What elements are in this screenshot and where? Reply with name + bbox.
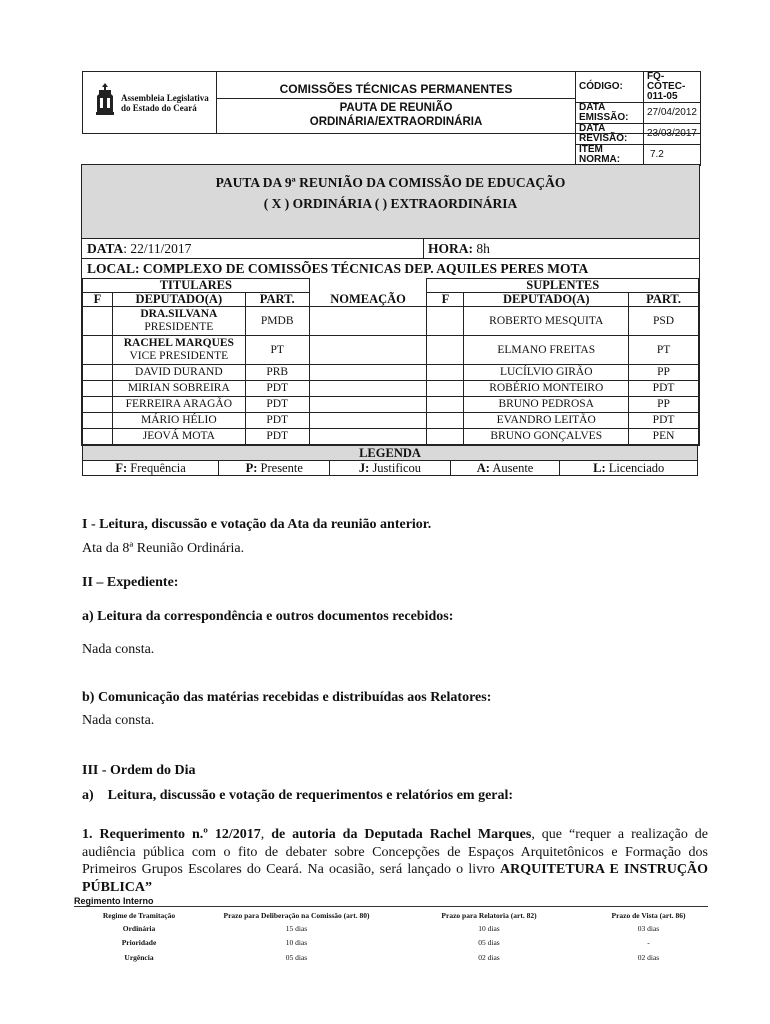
req-number: 1. Requerimento n.º 12/2017 xyxy=(82,827,261,842)
regimento-cell: 03 dias xyxy=(637,923,660,933)
suplente-deputado-header: DEPUTADO(A) xyxy=(464,293,629,307)
titular-name-cell xyxy=(112,381,245,397)
titular-name: MIRIAN SOBREIRA xyxy=(127,382,230,394)
suplente-party: PT xyxy=(629,336,699,365)
revisao-label: DATA REVISÃO: xyxy=(576,124,644,145)
suplente-frequency-cell xyxy=(427,413,464,429)
regimento-cell: Prioridade xyxy=(121,938,157,948)
suplente-name: ROBÉRIO MONTEIRO xyxy=(464,381,629,397)
header-subtitle xyxy=(217,101,575,129)
suplente-name: ROBERTO MESQUITA xyxy=(464,307,629,336)
suplente-party: PP xyxy=(629,365,699,381)
section-3-title: III - Ordem do Dia xyxy=(82,763,196,778)
suplente-f-header: F xyxy=(427,293,464,307)
nomeacao-cell xyxy=(309,397,427,413)
logo-text-line-2: do Estado do Ceará xyxy=(121,103,197,113)
regimento-row xyxy=(74,936,708,951)
regimento-header-cell: Prazo de Vista (art. 86) xyxy=(611,910,686,920)
section-1-title: I - Leitura, discussão e votação da Ata da reunião anterior. xyxy=(82,517,432,532)
titular-party: PDT xyxy=(245,397,309,413)
time-label: HORA: xyxy=(428,241,473,256)
norma-label: ITEM NORMA: xyxy=(576,145,644,166)
emissao-label: DATA EMISSÃO: xyxy=(576,103,644,124)
suplente-frequency-cell xyxy=(427,397,464,413)
legend-label: Justificou xyxy=(369,461,422,475)
date-value: : 22/11/2017 xyxy=(123,241,192,256)
regimento-cell: 10 dias xyxy=(478,923,500,933)
member-row xyxy=(83,365,699,381)
titular-party: PDT xyxy=(245,381,309,397)
document-header xyxy=(82,71,701,165)
regimento-table xyxy=(74,909,708,965)
suplente-part-header: PART. xyxy=(629,293,699,307)
suplente-party: PDT xyxy=(629,413,699,429)
nomeacao-cell xyxy=(309,413,427,429)
suplentes-header: SUPLENTES xyxy=(427,279,699,293)
regimento-row xyxy=(74,950,708,965)
logo-text xyxy=(121,93,209,113)
header-title-cell xyxy=(217,72,576,133)
regimento-header-cell: Prazo para Relatoria (art. 82) xyxy=(441,910,537,920)
legend-key: J: xyxy=(358,461,370,475)
titular-name-cell xyxy=(112,413,245,429)
requerimento-paragraph xyxy=(82,826,708,896)
suplente-party: PDT xyxy=(629,381,699,397)
regimento-cell: 02 dias xyxy=(637,952,660,962)
member-row xyxy=(83,397,699,413)
legend-item xyxy=(330,461,450,476)
section-2a-title: a) Leitura da correspondência e outros documentos recebidos: xyxy=(82,609,454,624)
nomeacao-header: NOMEAÇÃO xyxy=(309,293,427,307)
section-2b-text: Nada consta. xyxy=(82,713,155,728)
regimento-cell: 02 dias xyxy=(478,952,500,962)
titular-role: VICE PRESIDENTE xyxy=(129,350,229,362)
section-2b-title: b) Comunicação das matérias recebidas e distribuídas aos Relatores: xyxy=(82,690,492,705)
titular-frequency-cell xyxy=(83,397,113,413)
date-time-row xyxy=(82,239,699,259)
titular-name: RACHEL MARQUES xyxy=(123,337,234,349)
codigo-value: FQ-COTEC-011-05 xyxy=(643,72,700,103)
legend-label: Ausente xyxy=(489,461,534,475)
regimento-divider xyxy=(74,906,708,907)
legend-key: P: xyxy=(245,461,258,475)
titular-party: PRB xyxy=(245,365,309,381)
req-book-title: ARQUITETURA E INSTRUÇÃO PÚBLICA” xyxy=(82,862,708,895)
regimento-header-cell: Prazo para Deliberação na Comissão (art. 80) xyxy=(223,910,370,920)
titular-name-cell xyxy=(112,365,245,381)
suplente-party: PSD xyxy=(629,307,699,336)
suplente-frequency-cell xyxy=(427,336,464,365)
section-2a-text: Nada consta. xyxy=(82,642,155,657)
meeting-table xyxy=(81,164,700,446)
assembly-emblem-icon xyxy=(95,82,115,116)
req-author: de autoria da Deputada Rachel Marques xyxy=(271,827,532,842)
emissao-value: 27/04/2012 xyxy=(643,103,700,124)
regimento-header-row xyxy=(74,909,708,921)
regimento-cell: Ordinária xyxy=(122,923,156,933)
titular-frequency-cell xyxy=(83,413,113,429)
suplente-frequency-cell xyxy=(427,381,464,397)
meeting-title-block xyxy=(82,165,699,239)
location: LOCAL: COMPLEXO DE COMISSÕES TÉCNICAS DEP. AQUILES PERES MOTA xyxy=(87,261,589,276)
titular-name-cell xyxy=(112,336,245,365)
titular-name-cell xyxy=(112,307,245,336)
legend-title: LEGENDA xyxy=(83,446,698,461)
suplente-name: BRUNO GONÇALVES xyxy=(464,429,629,445)
titular-name: MÁRIO HÉLIO xyxy=(140,414,217,426)
members-table xyxy=(82,278,699,445)
date-label: DATA xyxy=(87,241,124,256)
member-row xyxy=(83,381,699,397)
titulares-header: TITULARES xyxy=(83,279,310,293)
header-title: COMISSÕES TÉCNICAS PERMANENTES xyxy=(217,72,575,99)
logo-text-line-1: Assembleia Legislativa xyxy=(121,93,209,103)
legend-key: F: xyxy=(115,461,128,475)
regimento-body xyxy=(74,921,708,965)
regimento-label: Regimento Interno xyxy=(74,896,154,906)
legend-item xyxy=(450,461,560,476)
titular-name-cell xyxy=(112,397,245,413)
titular-frequency-cell xyxy=(83,381,113,397)
suplente-frequency-cell xyxy=(427,365,464,381)
regimento-cell: - xyxy=(647,938,650,948)
titular-party: PT xyxy=(245,336,309,365)
titular-name-cell xyxy=(112,429,245,445)
suplente-name: ELMANO FREITAS xyxy=(464,336,629,365)
req-text: , que “requer a realização de audiência pública com o fito de debater sobre Concepções de Espaços Arquitetônicos e Formação dos Primeiros Grupos Escolares do Ceará. Na ocasião, será lançado o livro xyxy=(82,827,708,877)
regimento-row xyxy=(74,921,708,936)
legend-label: Frequência xyxy=(127,461,186,475)
titular-frequency-cell xyxy=(83,429,113,445)
legend-label: Licenciado xyxy=(605,461,665,475)
regimento-cell: 10 dias xyxy=(285,938,308,948)
section-2-title: II – Expediente: xyxy=(82,575,179,590)
member-row xyxy=(83,307,699,336)
codigo-label: CÓDIGO: xyxy=(576,72,644,103)
titular-name: DRA.SILVANA xyxy=(140,308,218,320)
header-logo-cell xyxy=(83,72,217,133)
regimento-cell: 05 dias xyxy=(285,952,308,962)
time-cell xyxy=(423,239,490,258)
regimento-cell: 05 dias xyxy=(478,938,500,948)
legend-key: L: xyxy=(593,461,606,475)
meeting-type: ( X ) ORDINÁRIA ( ) EXTRAORDINÁRIA xyxy=(263,196,518,211)
nomeacao-cell xyxy=(309,429,427,445)
nomeacao-cell xyxy=(309,336,427,365)
nomeacao-cell xyxy=(309,307,427,336)
section-3a-title: a) Leitura, discussão e votação de requerimentos e relatórios em geral: xyxy=(82,788,514,803)
legend-key: A: xyxy=(476,461,490,475)
titular-role: PRESIDENTE xyxy=(144,321,214,333)
member-row xyxy=(83,413,699,429)
titular-frequency-cell xyxy=(83,365,113,381)
time-value: 8h xyxy=(473,241,490,256)
header-subtitle-line-2: ORDINÁRIA/EXTRAORDINÁRIA xyxy=(309,116,483,128)
suplente-frequency-cell xyxy=(427,429,464,445)
titular-name: FERREIRA ARAGÃO xyxy=(125,398,233,410)
regimento-header-cell: Regime de Tramitação xyxy=(102,910,176,920)
suplente-name: BRUNO PEDROSA xyxy=(464,397,629,413)
titular-frequency-cell xyxy=(83,336,113,365)
titular-f-header: F xyxy=(83,293,113,307)
revisao-value: 23/03/2017 xyxy=(643,124,700,145)
legend-item xyxy=(560,461,698,476)
suplente-party: PP xyxy=(629,397,699,413)
titular-name: JEOVÁ MOTA xyxy=(142,430,215,442)
legend-items xyxy=(83,461,698,476)
regimento-cell: 15 dias xyxy=(285,923,308,933)
titular-deputado-header: DEPUTADO(A) xyxy=(112,293,245,307)
titular-party: PDT xyxy=(245,429,309,445)
norma-value: 7.2 xyxy=(643,145,700,166)
titular-party: PMDB xyxy=(245,307,309,336)
header-subtitle-line-1: PAUTA DE REUNIÃO xyxy=(339,102,453,114)
titular-frequency-cell xyxy=(83,307,113,336)
suplente-frequency-cell xyxy=(427,307,464,336)
suplente-party: PEN xyxy=(629,429,699,445)
member-row xyxy=(83,336,699,365)
suplente-name: LUCÍLVIO GIRÃO xyxy=(464,365,629,381)
nomeacao-cell xyxy=(309,381,427,397)
titular-party: PDT xyxy=(245,413,309,429)
legend-label: Presente xyxy=(257,461,303,475)
legend-item xyxy=(219,461,330,476)
member-rows xyxy=(83,307,699,445)
nomeacao-cell xyxy=(309,365,427,381)
header-code-table xyxy=(575,71,701,166)
legend-item xyxy=(83,461,219,476)
regimento-cell: Urgência xyxy=(124,952,154,962)
suplente-name: EVANDRO LEITÃO xyxy=(464,413,629,429)
section-1-text: Ata da 8ª Reunião Ordinária. xyxy=(82,541,245,556)
req-sep: , xyxy=(260,827,272,842)
titular-name: DAVID DURAND xyxy=(135,366,223,378)
titular-part-header: PART. xyxy=(245,293,309,307)
meeting-title: PAUTA DA 9ª REUNIÃO DA COMISSÃO DE EDUCAÇÃO xyxy=(215,175,566,190)
member-row xyxy=(83,429,699,445)
legend-table xyxy=(82,445,698,476)
nomeacao-spacer xyxy=(309,279,427,293)
